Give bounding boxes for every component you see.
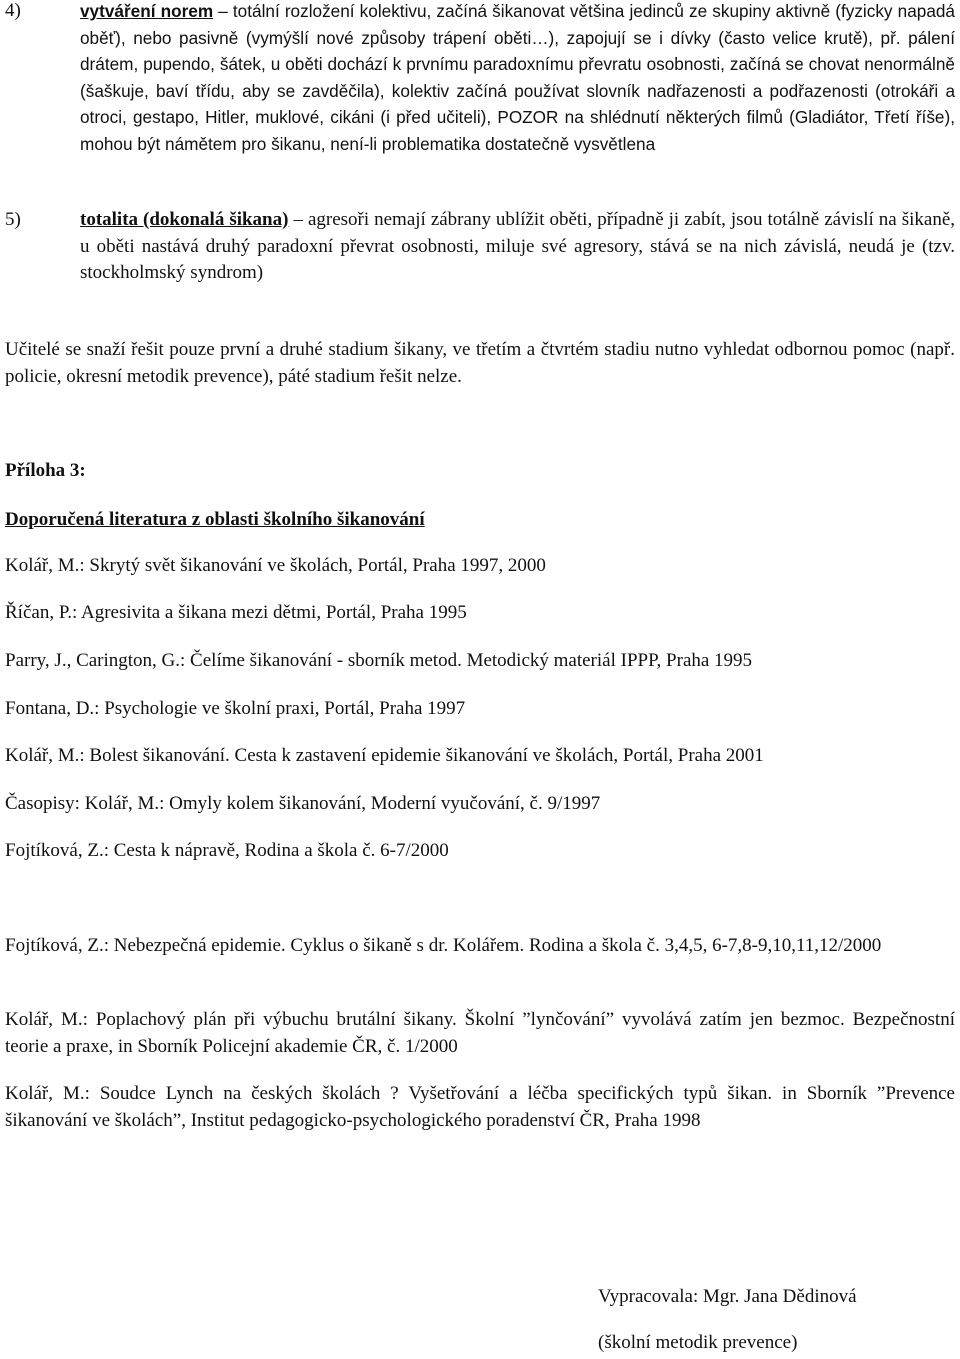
list-number: 5) [5, 209, 21, 230]
literature-heading: Doporučená literatura z oblasti školního šikanování [5, 509, 425, 530]
list-item-text [80, 0, 955, 157]
list-item-lead: vytváření norem [80, 1, 214, 21]
list-item-body: – agresoři nemají zábrany ublížit oběti, případně ji zabít, jsou totálně závislí na šikaně, u oběti nastává druhý paradoxní převrat osobnosti, miluje své agresory, stává se na nich závislá, neudá je (tzv. stockholmský syndrom) [80, 209, 956, 283]
appendix-title: Příloha 3: [5, 460, 86, 481]
list-item-5 [5, 207, 955, 287]
reference-item: Kolář, M.: Bolest šikanování. Cesta k zastavení epidemie šikanování ve školách, Portál, Praha 2001 [5, 745, 764, 766]
list-item-body: – totální rozložení kolektivu, začíná šikanovat většina jedinců ze skupiny aktivně (fyzicky napadá oběť), nebo pasivně (vymýšlí nové způsoby trápení oběti…), zapojují se i dívky (často velice krutě), př. pálení drátem, pupendo, šátek, u oběti dochází k prvnímu paradoxnímu převratu osobnosti, začíná se chovat nenormálně (šaškuje, baví třídu, aby se zavděčila), kolektiv začíná používat slovník nadřazenosti a podřazenosti (otrokáři a otroci, gestapo, Hitler, muklové, cikáni (i před učiteli), POZOR na shlédnutí některých filmů (Gladiátor, Třetí říše), mohou být námětem pro šikanu, není-li problematika dostatečně vysvětlena [80, 1, 955, 154]
reference-item: Časopisy: Kolář, M.: Omyly kolem šikanování, Moderní vyučování, č. 9/1997 [5, 793, 601, 814]
reference-item: Kolář, M.: Soudce Lynch na českých školách ? Vyšetřování a léčba specifických typů šikan. in Sborník ”Prevence šikanování ve školách”, Institut pedagogicko-psychologického poradenství ČR, Praha 1998 [5, 1083, 955, 1131]
reference-item: Parry, J., Carington, G.: Čelíme šikanování - sborník metod. Metodický materiál IPPP, Praha 1995 [5, 650, 753, 671]
signature-role: (školní metodik prevence) [598, 1332, 798, 1353]
list-item-lead: totalita (dokonalá šikana) [80, 209, 289, 230]
reference-item: Kolář, M.: Skrytý svět šikanování ve školách, Portál, Praha 1997, 2000 [5, 555, 546, 576]
list-number: 4) [5, 0, 21, 21]
list-item-text [80, 207, 955, 287]
reference-item: Fojtíková, Z.: Nebezpečná epidemie. Cyklus o šikaně s dr. Kolářem. Rodina a škola č. 3,4,5, 6-7,8-9,10,11,12/2000 [5, 935, 882, 956]
reference-item: Fojtíková, Z.: Cesta k nápravě, Rodina a škola č. 6-7/2000 [5, 840, 449, 861]
reference-item: Říčan, P.: Agresivita a šikana mezi dětmi, Portál, Praha 1995 [5, 602, 467, 623]
list-item-4 [5, 0, 955, 157]
signature-author: Vypracovala: Mgr. Jana Dědinová [598, 1286, 857, 1307]
reference-item: Kolář, M.: Poplachový plán při výbuchu brutální šikany. Školní ”lynčování” vyvolává zatím jen bezmoc. Bezpečnostní teorie a praxe, in Sborník Policejní akademie ČR, č. 1/2000 [5, 1009, 955, 1057]
reference-item: Fontana, D.: Psychologie ve školní praxi, Portál, Praha 1997 [5, 698, 466, 719]
teachers-paragraph: Učitelé se snaží řešit pouze první a druhé stadium šikany, ve třetím a čtvrtém stadiu nutno vyhledat odbornou pomoc (např. policie, okresní metodik prevence), páté stadium řešit nelze. [5, 339, 955, 387]
